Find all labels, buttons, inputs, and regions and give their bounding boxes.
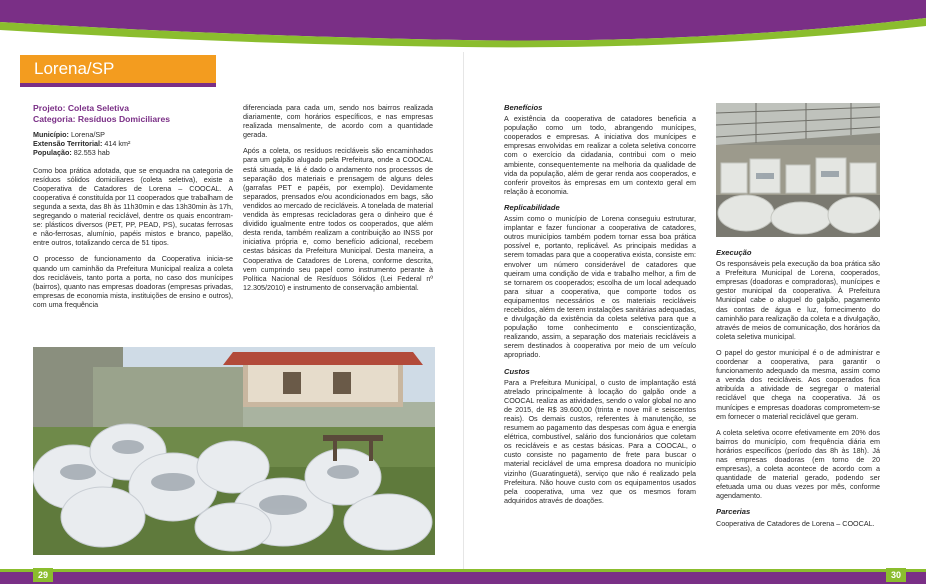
- extensao-label: Extensão Territorial:: [33, 139, 103, 149]
- populacao-value: 82.553 hab: [73, 148, 110, 158]
- municipality-meta: [33, 130, 233, 158]
- page-number-right: 30: [886, 568, 906, 582]
- header-wave-band: [0, 0, 926, 52]
- right-column-1: [504, 103, 696, 512]
- after-collection-paragraph: Após a coleta, os resíduos recicláveis são encaminhados para um galpão alugado pela Prefeitura, onde a COOCAL está situada, e lá é dado o andamento nos processos de separação dos materiais e prensagem de alguns deles (garrafas PET e papéis, por exemplo). Devidamente separados, prensados e/ou acondicionados em bags, são vendidos ao mercado de recicláveis. A tonelada de material vendida às empresas recicladoras gera o dinheiro que é dividido igualmente entre todos os cooperados, que além desta renda, também realizam a contribuição ao INSS por iniciativa própria e, como benefício adicional, recebem cestas básicas da Prefeitura Municipal. Desta maneira, a Cooperativa de Catadores de Lorena, conforme descrita, vem cumprindo seu papel como instrumento perante à Política Nacional de Resíduos Sólidos (Lei Federal nº 12.305/2010) e instrumento de conservação ambiental.: [243, 146, 433, 292]
- footer-green-stripe: [0, 569, 926, 572]
- parcerias-heading: Parcerias: [716, 507, 751, 517]
- page-number-left: 29: [33, 568, 53, 582]
- replicabilidade-heading: Replicabilidade: [504, 202, 560, 212]
- parcerias-text: Cooperativa de Catadores de Lorena – COOCAL.: [716, 518, 875, 528]
- replicabilidade-text: Assim como o município de Lorena conseguiu estruturar, implantar e fazer funcionar a cooperativa de catadores, outros municípios também podem tornar essa boa prática possível e, portanto, replicável. As principais medidas a serem tomadas para que a cooperativa exista, consiste em: envolver um número considerável de catadores que queiram uma condição de vida e trabalho melhor, a fim de se tornarem os cooperados; escolha de um local adequado para situar a cooperativa, que comporte todos os equipamentos necessários e os materiais recicláveis recebidos, além de terem instalações sanitárias adequadas, e divulgação da existência da coleta seletiva para que a população tome conhecimento e conscientização, realizando, assim, a separação dos materiais recicláveis a serem destinados à cooperativa por meio de um veículo apropriado.: [504, 214, 696, 360]
- recyclable-bags-photo: [33, 347, 435, 555]
- custos-text: Para a Prefeitura Municipal, o custo de implantação está atrelado principalmente à locação do galpão onde a COOCAL realiza as atividades, sendo o valor global no ano de 2015, de R$ 39.600,00 (trinta e nove mil e seiscentos reais). Os demais custos, referentes à manutenção, se resumem ao pagamento das despesas com água e energia elétrica, combustível, salário dos funcionários que coletam os recicláveis e as cestas básicas. Para a COOCAL, o custo consiste no pagamento de frete para buscar o material reciclável de uma empresa doadora no município vizinho (Guaratinguetá), serviço que não é realizado pela Prefeitura. Não houve custo com os equipamentos usados pela cooperativa, uma vez que os mesmos foram adquiridos através de doações.: [504, 377, 696, 505]
- populacao-label: População:: [33, 148, 72, 158]
- execucao-paragraph-1: Os responsáveis pela execução da boa prática são a Prefeitura Municipal de Lorena, cooperados, empresas (doadoras e compradoras), munícipes e gestor municipal da cooperativa. À Prefeitura Municipal cabe o aluguel do galpão, pagamento das contas de água e luz, fornecimento do caminhão para realização da coleta e a divulgação, através de meios de comunicação, dos horários da coleta seletiva municipal.: [716, 259, 880, 341]
- warehouse-photo: [716, 103, 880, 237]
- category-title: Categoria: Resíduos Domiciliares: [33, 113, 171, 124]
- process-paragraph: O processo de funcionamento da Cooperativa inicia-se quando um caminhão da Prefeitura Municipal realiza a coleta dos recicláveis, tanto porta a porta, no caso dos munícipes (bairros), quanto nas empresas doadoras (empresas privadas, empresas de economia mista, instituições de ensino e outros), com uma frequência: [33, 254, 233, 309]
- page-gutter: [463, 52, 464, 572]
- footer-band: [0, 572, 926, 584]
- municipio-label: Município:: [33, 130, 69, 139]
- left-column-1: [33, 103, 233, 316]
- city-title: Lorena/SP: [34, 59, 115, 78]
- intro-paragraph: Como boa prática adotada, que se enquadra na categoria de resíduos sólidos domiciliares (coleta seletiva), existe a Cooperativa de Catadores de Lorena – COOCAL. A cooperativa é constituída por 11 cooperados que trabalham de segunda a sexta, das 8h às 11h30min e das 13h30min às 17h, segregando o material reciclável, dentre os quais encontram-se: plásticos diversos (PET, PP, PEAD, PS), sucatas ferrosas e não-ferrosas, alumínio, papéis mistos e branco, papelão, entre outros, totalizando cerca de 51 tipos.: [33, 165, 233, 248]
- left-column-2: [243, 103, 433, 299]
- custos-heading: Custos: [504, 366, 530, 376]
- execucao-paragraph-2: O papel do gestor municipal é o de administrar e coordenar a cooperativa, para garantir o funcionamento adequado da mesma, assim como a venda dos recicláveis. Aos cooperados fica atribuída a atividade de segregar o material reciclável que chega na cooperativa. Já os munícipes e empresas doadoras comprometem-se em fornecer o material reciclável que geram.: [716, 347, 880, 421]
- beneficios-heading: Benefícios: [504, 103, 543, 112]
- project-title: Projeto: Coleta Seletiva: [33, 103, 129, 113]
- city-title-tab: [20, 55, 216, 87]
- beneficios-text: A existência da cooperativa de catadores beneficia a população como um todo, abrangendo munícipes, cooperados e empresas. A iniciativa dos munícipes e empresas envolvidas em realizar a coleta seletiva concorre com o exercício da cidadania, contribui com o meio ambiente, consequentemente na melhoria da qualidade de vida da população, além de gerar renda aos cooperados, e conferir proveitos às empresas em um contexto geral em relação à economia.: [504, 114, 696, 196]
- extensao-value: 414 km²: [104, 139, 131, 149]
- execucao-heading: Execução: [716, 248, 752, 257]
- frequency-paragraph: diferenciada para cada um, sendo nos bairros realizada diariamente, com horários específicos, e nas empresas realizada mensalmente, de acordo com a quantidade gerada.: [243, 103, 433, 140]
- right-column-2: [716, 248, 880, 535]
- execucao-paragraph-3: A coleta seletiva ocorre efetivamente em 20% dos bairros do município, com frequência diária em horários específicos (período das 8h às 18h). Já nas empresas doadoras (em torno de 20 empresas), a coleta acontece de acordo com a quantidade de material gerado, podendo ser efetuada uma ou duas vezes por mês, conforme agendamento.: [716, 427, 880, 501]
- municipio-value: Lorena/SP: [70, 130, 105, 139]
